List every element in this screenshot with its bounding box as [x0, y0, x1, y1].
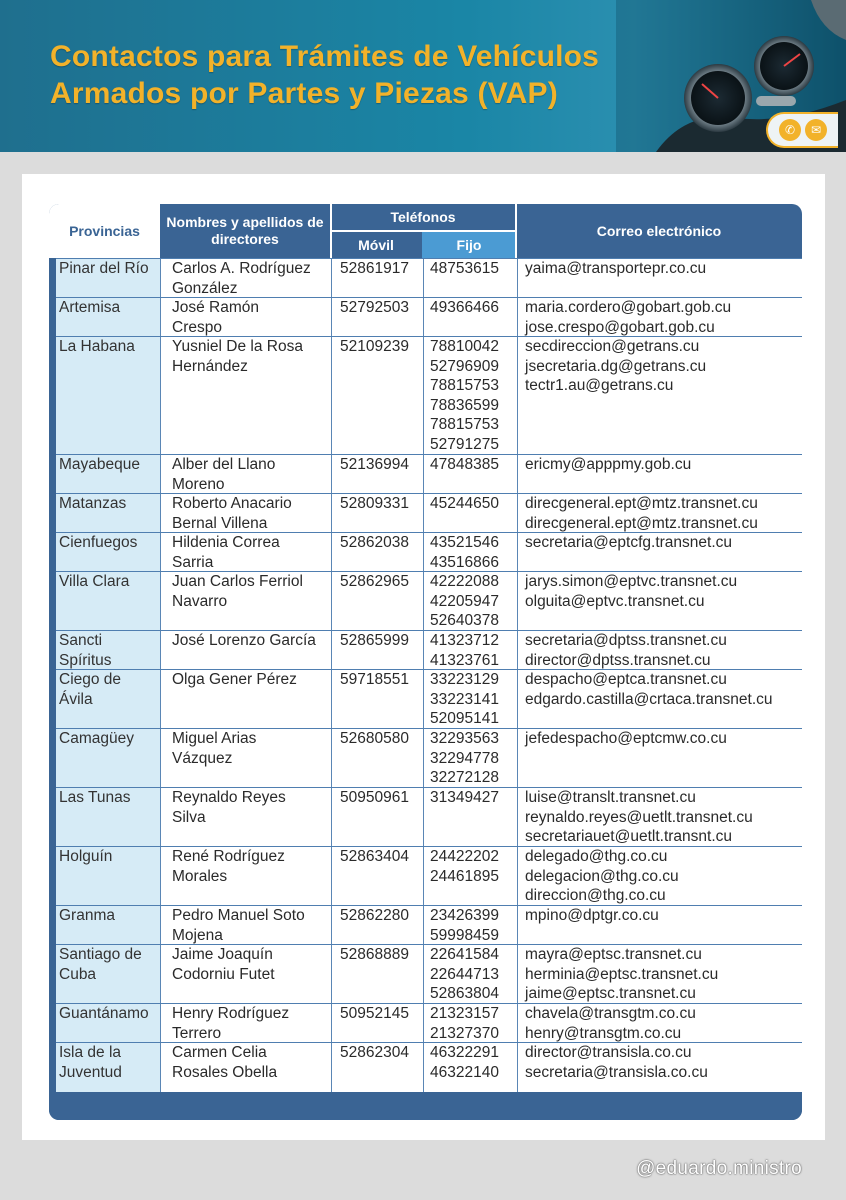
email-cell-line: chavela@transgtm.co.cu — [525, 1005, 696, 1022]
mobile-phone-cell — [331, 298, 423, 336]
email-cell — [517, 906, 802, 944]
title-line-1: Contactos para Trámites de Vehículos — [50, 40, 600, 73]
header-movil: Móvil — [330, 232, 422, 258]
province-cell-line: Guantánamo — [59, 1005, 149, 1022]
table-row — [56, 944, 802, 1003]
email-cell-line: direccion@thg.co.cu — [525, 887, 666, 905]
table-row — [56, 1042, 802, 1092]
email-cell-line: despacho@eptca.transnet.cu — [525, 671, 727, 688]
director-name-cell — [160, 670, 331, 728]
header-banner — [0, 0, 846, 152]
table-body — [56, 258, 802, 1092]
email-cell — [517, 337, 802, 454]
director-name-cell-line: Silva — [172, 808, 206, 826]
header-fijo: Fijo — [422, 232, 516, 258]
mobile-phone-cell — [331, 788, 423, 846]
email-cell — [517, 631, 802, 669]
director-name-cell — [160, 945, 331, 1003]
director-name-cell — [160, 455, 331, 493]
mobile-phone-cell-line: 52862280 — [340, 907, 409, 924]
email-cell-line: secretaria@eptcfg.transnet.cu — [525, 534, 733, 551]
province-cell — [56, 670, 160, 728]
director-name-cell-line: Rosales Obella — [172, 1063, 278, 1081]
header-telefonos: Teléfonos — [330, 204, 516, 232]
landline-phone-cell — [423, 906, 517, 944]
director-name-cell — [160, 572, 331, 630]
phone-icon: ✆ — [779, 119, 801, 141]
landline-phone-cell-line: 24461895 — [430, 867, 499, 885]
province-cell-line: Pinar del Río — [59, 260, 149, 277]
landline-phone-cell — [423, 847, 517, 905]
email-cell-line: ericmy@apppmy.gob.cu — [525, 456, 692, 473]
province-cell — [56, 298, 160, 336]
mobile-phone-cell-line: 52863404 — [340, 848, 409, 865]
header-divider — [330, 204, 332, 258]
landline-phone-cell — [423, 298, 517, 336]
director-name-cell — [160, 847, 331, 905]
email-cell-line: jose.crespo@gobart.gob.cu — [525, 318, 715, 336]
mobile-phone-cell-line: 52865999 — [340, 632, 409, 649]
email-cell-line: olguita@eptvc.transnet.cu — [525, 592, 705, 610]
director-name-cell — [160, 298, 331, 336]
director-name-cell-line: Crespo — [172, 318, 222, 336]
email-cell-line: jaime@eptsc.transnet.cu — [525, 985, 696, 1003]
landline-phone-cell — [423, 631, 517, 669]
email-cell-line: luise@translt.transnet.cu — [525, 789, 696, 806]
table-row — [56, 258, 802, 297]
province-cell-line: Las Tunas — [59, 789, 131, 806]
landline-phone-cell-line: 47848385 — [430, 456, 499, 473]
director-name-cell-line: Hildenia Correa — [172, 534, 280, 551]
email-cell-line: edgardo.castilla@crtaca.transnet.cu — [525, 690, 773, 708]
email-cell-line: jarys.simon@eptvc.transnet.cu — [525, 573, 738, 590]
director-name-cell — [160, 729, 331, 787]
landline-phone-cell-line: 78836599 — [430, 396, 499, 414]
landline-phone-cell — [423, 1004, 517, 1042]
email-cell — [517, 455, 802, 493]
director-name-cell-line: Olga Gener Pérez — [172, 671, 297, 688]
landline-phone-cell — [423, 455, 517, 493]
director-name-cell-line: Miguel Arias — [172, 730, 257, 747]
table-row — [56, 571, 802, 630]
email-cell-line: reynaldo.reyes@uetlt.transnet.cu — [525, 808, 753, 826]
author-credit: @eduardo.ministro — [636, 1158, 802, 1179]
province-cell — [56, 259, 160, 297]
table-footer-bar — [49, 1092, 802, 1120]
email-cell — [517, 729, 802, 787]
landline-phone-cell-line: 78815753 — [430, 377, 499, 395]
director-name-cell — [160, 259, 331, 297]
province-cell-line: Ciego de — [59, 671, 122, 688]
landline-phone-cell — [423, 788, 517, 846]
landline-phone-cell — [423, 494, 517, 532]
province-cell-line: Isla de la — [59, 1044, 122, 1061]
director-name-cell-line: Roberto Anacario — [172, 495, 292, 512]
director-name-cell-line: González — [172, 279, 238, 297]
landline-phone-cell-line: 23426399 — [430, 907, 499, 924]
table-header — [49, 204, 802, 258]
province-cell-line: Ávila — [59, 690, 93, 708]
landline-phone-cell — [423, 670, 517, 728]
header-divider — [515, 204, 517, 258]
director-name-cell-line: José Lorenzo García — [172, 632, 316, 649]
province-cell-line: Artemisa — [59, 299, 121, 316]
landline-phone-cell-line: 21327370 — [430, 1024, 499, 1042]
mobile-phone-cell-line: 52136994 — [340, 456, 409, 473]
landline-phone-cell-line: 52791275 — [430, 435, 499, 453]
email-cell — [517, 670, 802, 728]
landline-phone-cell-line: 32294778 — [430, 749, 499, 767]
title-line-2: Armados por Partes y Piezas (VAP) — [50, 77, 558, 110]
mobile-phone-cell-line: 52792503 — [340, 299, 409, 316]
email-cell — [517, 298, 802, 336]
director-name-cell-line: Bernal Villena — [172, 514, 268, 532]
email-cell — [517, 1004, 802, 1042]
email-cell-line: delegado@thg.co.cu — [525, 848, 668, 865]
mobile-phone-cell-line: 59718551 — [340, 671, 409, 688]
header-provincias: Provincias — [49, 204, 160, 258]
table-row — [56, 532, 802, 571]
email-cell-line: mayra@eptsc.transnet.cu — [525, 946, 702, 963]
landline-phone-cell-line: 24422202 — [430, 848, 499, 865]
landline-phone-cell-line: 48753615 — [430, 260, 499, 277]
landline-phone-cell-line: 43521546 — [430, 534, 499, 551]
landline-phone-cell-line: 41323761 — [430, 651, 499, 669]
director-name-cell-line: Carmen Celia — [172, 1044, 267, 1061]
mobile-phone-cell-line: 52862965 — [340, 573, 409, 590]
mobile-phone-cell — [331, 259, 423, 297]
email-cell — [517, 847, 802, 905]
landline-phone-cell-line: 46322140 — [430, 1063, 499, 1081]
landline-phone-cell — [423, 533, 517, 571]
director-name-cell-line: Henry Rodríguez — [172, 1005, 290, 1022]
email-cell-line: henry@transgtm.co.cu — [525, 1024, 682, 1042]
director-name-cell — [160, 788, 331, 846]
email-cell — [517, 1043, 802, 1092]
director-name-cell-line: Navarro — [172, 592, 228, 610]
mobile-phone-cell — [331, 455, 423, 493]
landline-phone-cell-line: 41323712 — [430, 632, 499, 649]
director-name-cell — [160, 906, 331, 944]
table-row — [56, 454, 802, 493]
province-cell — [56, 945, 160, 1003]
province-cell-line: Matanzas — [59, 495, 127, 512]
mail-icon: ✉ — [805, 119, 827, 141]
header-correo: Correo electrónico — [596, 222, 722, 239]
province-cell — [56, 906, 160, 944]
email-cell-line: secdireccion@getrans.cu — [525, 338, 700, 355]
landline-phone-cell — [423, 572, 517, 630]
mobile-phone-cell — [331, 729, 423, 787]
mobile-phone-cell-line: 52862038 — [340, 534, 409, 551]
landline-phone-cell-line: 32272128 — [430, 769, 499, 787]
mobile-phone-cell — [331, 670, 423, 728]
director-name-cell — [160, 494, 331, 532]
province-cell-line: Sancti — [59, 632, 103, 649]
mobile-phone-cell — [331, 572, 423, 630]
province-cell — [56, 533, 160, 571]
landline-phone-cell — [423, 1043, 517, 1092]
email-cell-line: yaima@transportepr.co.cu — [525, 260, 707, 277]
mobile-phone-cell — [331, 494, 423, 532]
mobile-phone-cell-line: 50952145 — [340, 1005, 409, 1022]
email-cell-line: herminia@eptsc.transnet.cu — [525, 965, 719, 983]
director-name-cell — [160, 1043, 331, 1092]
email-cell-line: mpino@dptgr.co.cu — [525, 907, 659, 924]
table-row — [56, 630, 802, 669]
director-name-cell-line: Alber del Llano — [172, 456, 276, 473]
landline-phone-cell-line: 52640378 — [430, 612, 499, 630]
email-cell — [517, 572, 802, 630]
table-row — [56, 1003, 802, 1042]
province-cell — [56, 1004, 160, 1042]
table-row — [56, 493, 802, 532]
province-cell-line: Spíritus — [59, 651, 112, 669]
director-name-cell — [160, 631, 331, 669]
province-cell-line: Mayabeque — [59, 456, 141, 473]
email-cell-line: delegacion@thg.co.cu — [525, 867, 679, 885]
mobile-phone-cell — [331, 906, 423, 944]
landline-phone-cell-line: 33223129 — [430, 671, 499, 688]
page-title — [50, 38, 599, 112]
table-row — [56, 787, 802, 846]
header-nombres: Nombres y apellidos de directores — [166, 214, 324, 247]
province-cell — [56, 455, 160, 493]
mobile-phone-cell — [331, 945, 423, 1003]
province-cell-line: Cienfuegos — [59, 534, 138, 551]
province-cell-line: Camagüey — [59, 730, 134, 747]
mobile-phone-cell — [331, 533, 423, 571]
landline-phone-cell-line: 43516866 — [430, 553, 499, 571]
landline-phone-cell-line: 45244650 — [430, 495, 499, 512]
director-name-cell-line: Pedro Manuel Soto — [172, 907, 305, 924]
director-name-cell-line: Mojena — [172, 926, 223, 944]
mobile-phone-cell-line: 52680580 — [340, 730, 409, 747]
table-row — [56, 336, 802, 454]
landline-phone-cell-line: 32293563 — [430, 730, 499, 747]
province-cell-line: Santiago de — [59, 946, 142, 963]
landline-phone-cell-line: 49366466 — [430, 299, 499, 316]
director-name-cell-line: Reynaldo Reyes — [172, 789, 286, 806]
landline-phone-cell-line: 78810042 — [430, 338, 499, 355]
director-name-cell — [160, 337, 331, 454]
director-name-cell-line: Morales — [172, 867, 228, 885]
table-row — [56, 669, 802, 728]
province-cell — [56, 631, 160, 669]
contact-badge — [766, 112, 838, 148]
email-cell-line: secretariauet@uetlt.transnt.cu — [525, 828, 733, 846]
email-cell — [517, 945, 802, 1003]
province-cell-line: La Habana — [59, 338, 135, 355]
director-name-cell-line: José Ramón — [172, 299, 260, 316]
province-cell — [56, 494, 160, 532]
email-cell-line: secretaria@dptss.transnet.cu — [525, 632, 727, 649]
landline-phone-cell-line: 46322291 — [430, 1044, 499, 1061]
landline-phone-cell-line: 33223141 — [430, 690, 499, 708]
landline-phone-cell-line: 59998459 — [430, 926, 499, 944]
email-cell-line: secretaria@transisla.co.cu — [525, 1063, 708, 1081]
director-name-cell-line: Vázquez — [172, 749, 233, 767]
email-cell-line: jsecretaria.dg@getrans.cu — [525, 357, 707, 375]
director-name-cell-line: Carlos A. Rodríguez — [172, 260, 311, 277]
director-name-cell-line: René Rodríguez — [172, 848, 285, 865]
landline-phone-cell-line: 31349427 — [430, 789, 499, 806]
director-name-cell-line: Terrero — [172, 1024, 222, 1042]
landline-phone-cell-line: 22641584 — [430, 946, 499, 963]
table-row — [56, 846, 802, 905]
email-cell-line: tectr1.au@getrans.cu — [525, 377, 674, 395]
province-cell-line: Villa Clara — [59, 573, 130, 590]
province-cell-line: Cuba — [59, 965, 97, 983]
landline-phone-cell — [423, 945, 517, 1003]
table-row — [56, 905, 802, 944]
landline-phone-cell-line: 52863804 — [430, 985, 499, 1003]
mobile-phone-cell — [331, 631, 423, 669]
landline-phone-cell — [423, 337, 517, 454]
province-cell — [56, 788, 160, 846]
province-cell-line: Granma — [59, 907, 115, 924]
email-cell — [517, 259, 802, 297]
email-cell — [517, 533, 802, 571]
mobile-phone-cell — [331, 1004, 423, 1042]
director-name-cell — [160, 1004, 331, 1042]
email-cell-line: direcgeneral.ept@mtz.transnet.cu — [525, 495, 758, 512]
mobile-phone-cell-line: 52109239 — [340, 338, 409, 355]
mobile-phone-cell-line: 52868889 — [340, 946, 409, 963]
director-name-cell-line: Juan Carlos Ferriol — [172, 573, 303, 590]
director-name-cell-line: Hernández — [172, 357, 248, 375]
landline-phone-cell-line: 52095141 — [430, 710, 499, 728]
email-cell-line: director@transisla.co.cu — [525, 1044, 692, 1061]
province-cell — [56, 337, 160, 454]
email-cell — [517, 788, 802, 846]
director-name-cell-line: Moreno — [172, 475, 225, 493]
mobile-phone-cell — [331, 337, 423, 454]
director-name-cell-line: Yusniel De la Rosa — [172, 338, 303, 355]
table-row — [56, 728, 802, 787]
landline-phone-cell-line: 22644713 — [430, 965, 499, 983]
landline-phone-cell-line: 42222088 — [430, 573, 499, 590]
email-cell-line: jefedespacho@eptcmw.co.cu — [525, 730, 727, 747]
landline-phone-cell-line: 78815753 — [430, 416, 499, 434]
mobile-phone-cell-line: 50950961 — [340, 789, 409, 806]
province-cell-line: Holguín — [59, 848, 113, 865]
mobile-phone-cell — [331, 847, 423, 905]
email-cell-line: direcgeneral.ept@mtz.transnet.cu — [525, 514, 758, 532]
table-row — [56, 297, 802, 336]
province-cell — [56, 1043, 160, 1092]
province-cell — [56, 729, 160, 787]
director-name-cell-line: Jaime Joaquín — [172, 946, 273, 963]
director-name-cell-line: Sarria — [172, 553, 214, 571]
mobile-phone-cell-line: 52809331 — [340, 495, 409, 512]
landline-phone-cell-line: 42205947 — [430, 592, 499, 610]
mobile-phone-cell-line: 52862304 — [340, 1044, 409, 1061]
mobile-phone-cell — [331, 1043, 423, 1092]
province-cell — [56, 847, 160, 905]
mobile-phone-cell-line: 52861917 — [340, 260, 409, 277]
province-cell-line: Juventud — [59, 1063, 122, 1081]
email-cell-line: director@dptss.transnet.cu — [525, 651, 711, 669]
province-cell — [56, 572, 160, 630]
director-name-cell — [160, 533, 331, 571]
landline-phone-cell — [423, 729, 517, 787]
landline-phone-cell-line: 52796909 — [430, 357, 499, 375]
landline-phone-cell-line: 21323157 — [430, 1005, 499, 1022]
landline-phone-cell — [423, 259, 517, 297]
director-name-cell-line: Codorniu Futet — [172, 965, 275, 983]
email-cell-line: maria.cordero@gobart.gob.cu — [525, 299, 732, 316]
email-cell — [517, 494, 802, 532]
